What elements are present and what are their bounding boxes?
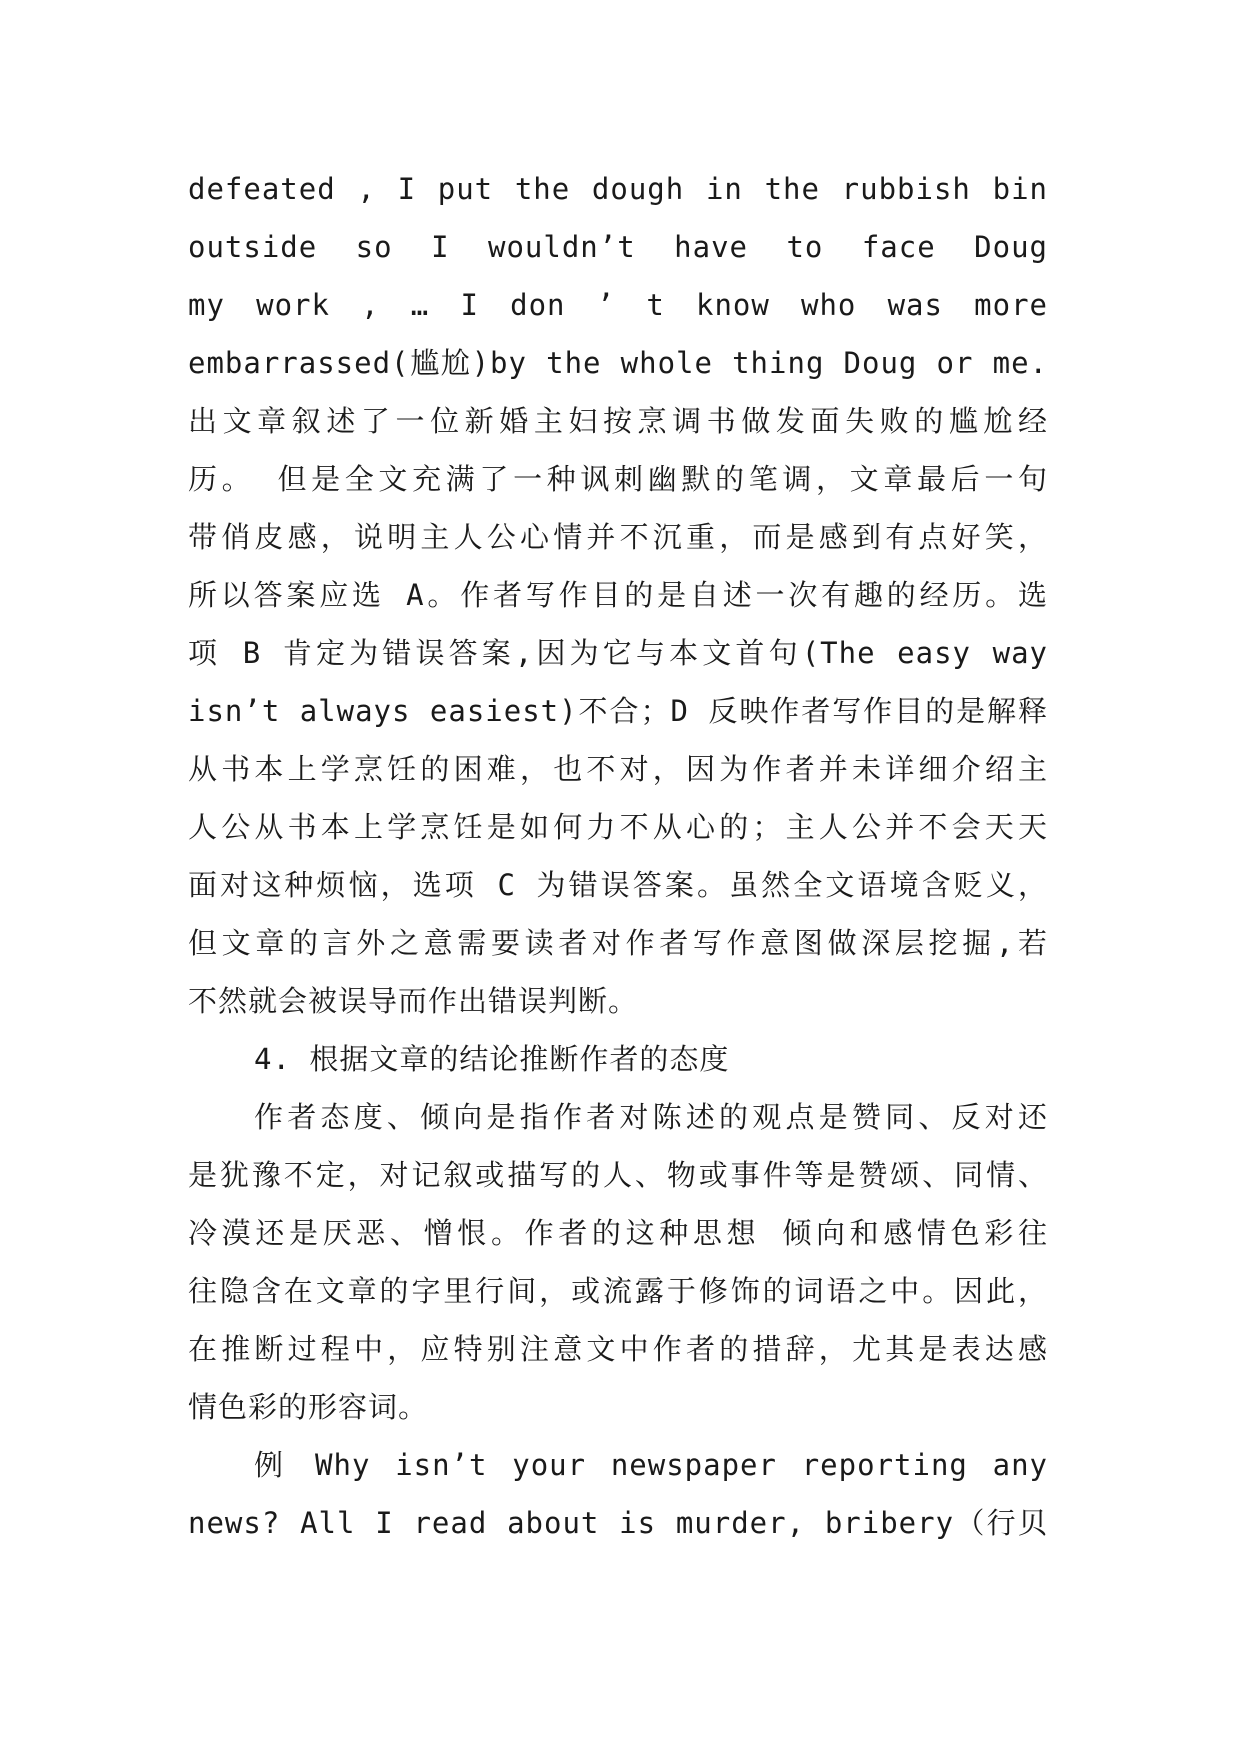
section-heading: 4. 根据文章的结论推断作者的态度 bbox=[254, 1042, 730, 1076]
text-line-21: 在推断过程中，应特别注意文中作者的措辞，尤其是表达感 bbox=[188, 1332, 1048, 1366]
example-line-2: news? All I read about is murder, bribery（行贝 bbox=[188, 1506, 1048, 1540]
text-line-11: 从书本上学烹饪的困难，也不对，因为作者并未详细介绍主 bbox=[188, 752, 1048, 786]
text-line-12: 人公从书本上学烹饪是如何力不从心的；主人公并不会天天 bbox=[188, 810, 1048, 844]
text-line-14: 但文章的言外之意需要读者对作者写作意图做深层挖掘,若 bbox=[188, 926, 1048, 960]
text-line-5: 出文章叙述了一位新婚主妇按烹调书做发面失败的尴尬经 bbox=[188, 404, 1048, 438]
text-line-2: outside so I wouldn’t have to face Doug bbox=[188, 230, 1048, 264]
text-line-4: embarrassed(尴尬)by the whole thing Doug or me. bbox=[188, 346, 1048, 380]
text-line-6: 历。 但是全文充满了一种讽刺幽默的笔调，文章最后一句 bbox=[188, 462, 1048, 496]
text-line-15: 不然就会被误导而作出错误判断。 bbox=[188, 984, 639, 1018]
text-line-19: 冷漠还是厌恶、憎恨。作者的这种思想 倾向和感情色彩往 bbox=[188, 1216, 1048, 1250]
text-line-1: defeated , I put the dough in the rubbish bin bbox=[188, 172, 1048, 206]
text-line-20: 往隐含在文章的字里行间，或流露于修饰的词语之中。因此， bbox=[188, 1274, 1048, 1308]
text-line-3: my work , … I don ’ t know who was more bbox=[188, 288, 1048, 322]
text-line-10: isn’t always easiest)不合；D 反映作者写作目的是解释 bbox=[188, 694, 1048, 728]
text-line-17: 作者态度、倾向是指作者对陈述的观点是赞同、反对还 bbox=[254, 1100, 1048, 1134]
text-line-22: 情色彩的形容词。 bbox=[188, 1390, 429, 1424]
text-line-7: 带俏皮感，说明主人公心情并不沉重，而是感到有点好笑， bbox=[188, 520, 1048, 554]
example-line-1: 例 Why isn’t your newspaper reporting any bbox=[254, 1448, 1048, 1482]
text-line-13: 面对这种烦恼，选项 C 为错误答案。虽然全文语境含贬义， bbox=[188, 868, 1048, 902]
body-text bbox=[188, 160, 1048, 1552]
text-line-8: 所以答案应选 A。作者写作目的是自述一次有趣的经历。选 bbox=[188, 578, 1048, 612]
text-line-18: 是犹豫不定，对记叙或描写的人、物或事件等是赞颂、同情、 bbox=[188, 1158, 1048, 1192]
text-line-9: 项 B 肯定为错误答案,因为它与本文首句(The easy way bbox=[188, 636, 1048, 670]
